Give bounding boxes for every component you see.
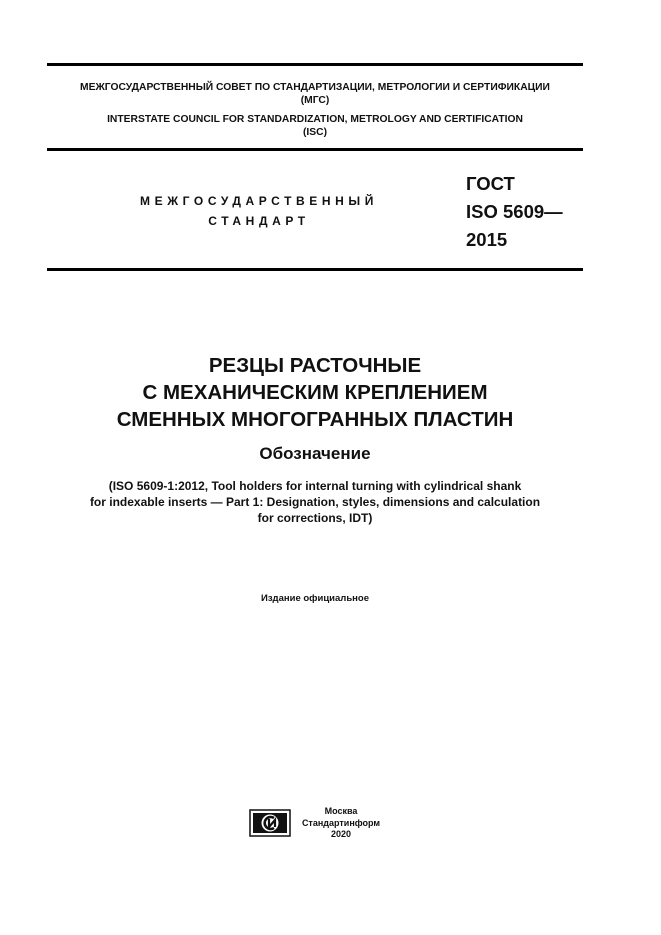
publisher-info [297, 806, 385, 841]
top-rule [47, 63, 583, 66]
iso-reference-line-2: for indexable inserts — Part 1: Designation, styles, dimensions and calculation [89, 495, 541, 509]
council-name-en [47, 113, 583, 139]
middle-rule [47, 148, 583, 151]
standard-designation [466, 170, 563, 254]
iso-reference [47, 478, 583, 526]
designation-line-1: ГОСТ [466, 173, 515, 194]
edition-label: Издание официальное [261, 593, 369, 604]
standartinform-logo-icon [249, 809, 291, 837]
iso-reference-line-1: (ISO 5609-1:2012, Tool holders for internal turning with cylindrical shank [108, 479, 522, 493]
document-subtitle: Обозначение [259, 444, 371, 463]
council-ru-abbr: (МГС) [300, 95, 330, 106]
publisher-year: 2020 [330, 829, 352, 839]
council-en-abbr: (ISC) [302, 127, 328, 138]
standard-type-line-1: МЕЖГОСУДАРСТВЕННЫЙ [140, 194, 378, 208]
council-en-line: INTERSTATE COUNCIL FOR STANDARDIZATION, METROLOGY AND CERTIFICATION [107, 114, 523, 125]
document-title [47, 352, 583, 433]
title-line-3: СМЕННЫХ МНОГОГРАННЫХ ПЛАСТИН [116, 408, 514, 431]
designation-line-3: 2015 [466, 229, 508, 250]
title-line-1: РЕЗЦЫ РАСТОЧНЫЕ [208, 354, 422, 377]
council-ru-line: МЕЖГОСУДАРСТВЕННЫЙ СОВЕТ ПО СТАНДАРТИЗАЦИИ, МЕТРОЛОГИИ И СЕРТИФИКАЦИИ [80, 82, 550, 93]
designation-line-2: ISO 5609— [466, 201, 563, 222]
standard-type [120, 191, 398, 231]
publisher-name: Стандартинформ [301, 817, 381, 828]
publisher-city: Москва [324, 806, 358, 816]
bottom-rule [47, 268, 583, 271]
standard-type-line-2: СТАНДАРТ [208, 214, 310, 228]
council-name-ru [47, 81, 583, 107]
title-line-2: С МЕХАНИЧЕСКИМ КРЕПЛЕНИЕМ [142, 381, 488, 404]
iso-reference-line-3: for corrections, IDT) [257, 511, 373, 525]
